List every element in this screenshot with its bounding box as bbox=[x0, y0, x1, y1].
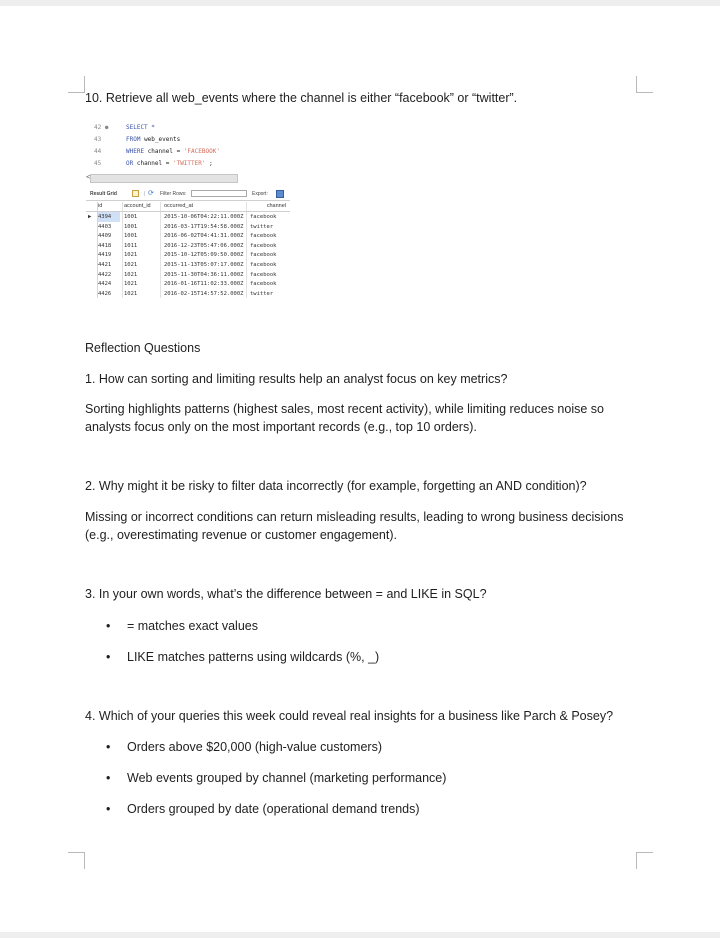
cell-occurred-at: 2015-10-06T04:22:11.000Z bbox=[164, 214, 244, 220]
line-number: 43 bbox=[94, 136, 102, 143]
bullet-icon: • bbox=[106, 802, 111, 816]
export-label: Export: bbox=[252, 191, 268, 197]
cell-occurred-at: 2016-02-15T14:57:52.000Z bbox=[164, 290, 244, 297]
code-token: FROM bbox=[126, 136, 145, 143]
line-number: 42 ● bbox=[94, 124, 109, 131]
cell-occurred-at: 2015-10-12T05:09:50.000Z bbox=[164, 252, 244, 259]
code-token: web_events bbox=[144, 136, 181, 143]
column-header-channel: channel bbox=[266, 203, 286, 209]
code-text bbox=[126, 146, 220, 157]
cell-account-id: 1001 bbox=[124, 223, 138, 230]
export-icon bbox=[276, 190, 284, 198]
cell-account-id: 1021 bbox=[124, 290, 138, 297]
cell-channel: facebook bbox=[250, 262, 277, 268]
table-row bbox=[86, 289, 290, 299]
cell-channel: twitter bbox=[250, 223, 274, 230]
q3-bullet: LIKE matches patterns using wildcards (%, _) bbox=[127, 650, 380, 664]
column-header-id: id bbox=[98, 203, 103, 209]
margin-corner-bottom-right bbox=[636, 852, 653, 869]
margin-corner-bottom-left bbox=[68, 852, 85, 869]
q3-bullet: = matches exact values bbox=[127, 619, 258, 633]
question-10-heading: 10. Retrieve all web_events where the channel is either “facebook” or “twitter”. bbox=[85, 91, 518, 105]
result-grid-label: Result Grid bbox=[90, 191, 117, 197]
cell-channel: facebook bbox=[250, 214, 277, 220]
q4-bullet: Orders grouped by date (operational demand trends) bbox=[127, 802, 420, 816]
page-bottom-band bbox=[0, 932, 720, 938]
query-screenshot bbox=[86, 118, 290, 304]
cell-account-id: 1021 bbox=[124, 262, 138, 268]
cell-id: 4394 bbox=[98, 212, 120, 222]
table-row bbox=[86, 279, 290, 289]
code-text bbox=[126, 158, 213, 169]
cell-id: 4418 bbox=[98, 242, 112, 249]
code-token: 'TWITTER' bbox=[172, 160, 206, 167]
q4-question: 4. Which of your queries this week could reveal real insights for a business like Parch & Posey? bbox=[85, 709, 614, 723]
cell-channel: facebook bbox=[250, 242, 277, 249]
q1-answer: Sorting highlights patterns (highest sales, most recent activity), while limiting reduces noise so analysts focus only on the most important records (e.g., top 10 orders). bbox=[85, 402, 604, 434]
cell-channel: facebook bbox=[250, 271, 277, 278]
result-toolbar bbox=[86, 188, 290, 201]
cell-id: 4409 bbox=[98, 233, 112, 240]
table-row bbox=[86, 241, 290, 251]
cell-channel: facebook bbox=[250, 233, 277, 240]
bullet-icon: • bbox=[106, 650, 111, 664]
q2-question: 2. Why might it be risky to filter data incorrectly (for example, forgetting an AND condition)? bbox=[85, 479, 587, 493]
cell-id: 4403 bbox=[98, 223, 112, 230]
filter-rows-input bbox=[191, 190, 247, 197]
table-row bbox=[86, 222, 290, 232]
q4-bullet: Web events grouped by channel (marketing performance) bbox=[127, 771, 447, 785]
filter-rows-label: Filter Rows: bbox=[160, 191, 187, 197]
q4-bullet: Orders above $20,000 (high-value customers) bbox=[127, 740, 382, 754]
editor-horizontal-scrollbar bbox=[90, 174, 238, 183]
cell-occurred-at: 2016-03-17T19:54:58.000Z bbox=[164, 223, 244, 230]
table-row bbox=[86, 260, 290, 270]
refresh-icon: ⟳ bbox=[148, 190, 154, 197]
q2-answer: Missing or incorrect conditions can return misleading results, leading to wrong business decisions (e.g., overestimating revenue or customer engagement). bbox=[85, 510, 624, 542]
table-row bbox=[86, 270, 290, 280]
cell-channel: facebook bbox=[250, 252, 277, 259]
grid-header bbox=[86, 202, 290, 212]
margin-corner-top-right bbox=[636, 76, 653, 93]
page-top-band bbox=[0, 0, 720, 6]
cell-account-id: 1021 bbox=[124, 281, 138, 288]
table-row bbox=[86, 231, 290, 241]
cell-channel: twitter bbox=[250, 290, 274, 297]
line-number: 44 bbox=[94, 148, 102, 155]
cell-channel: facebook bbox=[250, 281, 277, 288]
cell-account-id: 1021 bbox=[124, 271, 138, 278]
cell-id: 4426 bbox=[98, 290, 112, 297]
reflection-heading: Reflection Questions bbox=[85, 341, 201, 355]
code-token: WHERE bbox=[126, 148, 148, 155]
code-token: channel = bbox=[136, 160, 173, 167]
code-token: ; bbox=[205, 160, 213, 167]
cell-account-id: 1001 bbox=[124, 214, 138, 220]
sql-editor bbox=[86, 118, 290, 170]
cell-id: 4422 bbox=[98, 271, 112, 278]
cell-id: 4421 bbox=[98, 262, 112, 268]
code-token: SELECT * bbox=[126, 124, 155, 131]
cell-account-id: 1021 bbox=[124, 252, 138, 259]
divider: | bbox=[144, 191, 146, 197]
cell-id: 4424 bbox=[98, 281, 112, 288]
cell-occurred-at: 2016-01-16T11:02:33.000Z bbox=[164, 281, 244, 288]
cell-account-id: 1011 bbox=[124, 242, 138, 249]
bullet-icon: • bbox=[106, 740, 111, 754]
table-row bbox=[86, 212, 290, 222]
line-number: 45 bbox=[94, 160, 102, 167]
cell-occurred-at: 2015-11-30T04:36:11.000Z bbox=[164, 271, 244, 278]
margin-corner-top-left bbox=[68, 76, 85, 93]
bullet-icon: • bbox=[106, 771, 111, 785]
q1-question: 1. How can sorting and limiting results help an analyst focus on key metrics? bbox=[85, 372, 508, 386]
scroll-left-icon: < bbox=[86, 173, 91, 181]
bullet-icon: • bbox=[106, 619, 111, 633]
column-header-account-id: account_id bbox=[124, 203, 151, 209]
cell-account-id: 1001 bbox=[124, 233, 138, 240]
grid-view-icon bbox=[132, 190, 139, 197]
cell-occurred-at: 2016-06-02T04:41:31.000Z bbox=[164, 233, 244, 240]
row-marker-icon: ▶ bbox=[88, 214, 92, 220]
cell-occurred-at: 2016-12-23T05:47:06.000Z bbox=[164, 242, 244, 249]
code-token: OR bbox=[126, 160, 137, 167]
cell-id: 4419 bbox=[98, 252, 112, 259]
code-token: channel = bbox=[147, 148, 184, 155]
code-text bbox=[126, 122, 155, 133]
cell-occurred-at: 2015-11-13T05:07:17.000Z bbox=[164, 262, 244, 268]
q3-question: 3. In your own words, what’s the difference between = and LIKE in SQL? bbox=[85, 587, 487, 601]
code-text bbox=[126, 134, 180, 145]
column-header-occurred-at: occurred_at bbox=[164, 203, 194, 209]
code-token: 'FACEBOOK' bbox=[183, 148, 220, 155]
table-row bbox=[86, 250, 290, 260]
